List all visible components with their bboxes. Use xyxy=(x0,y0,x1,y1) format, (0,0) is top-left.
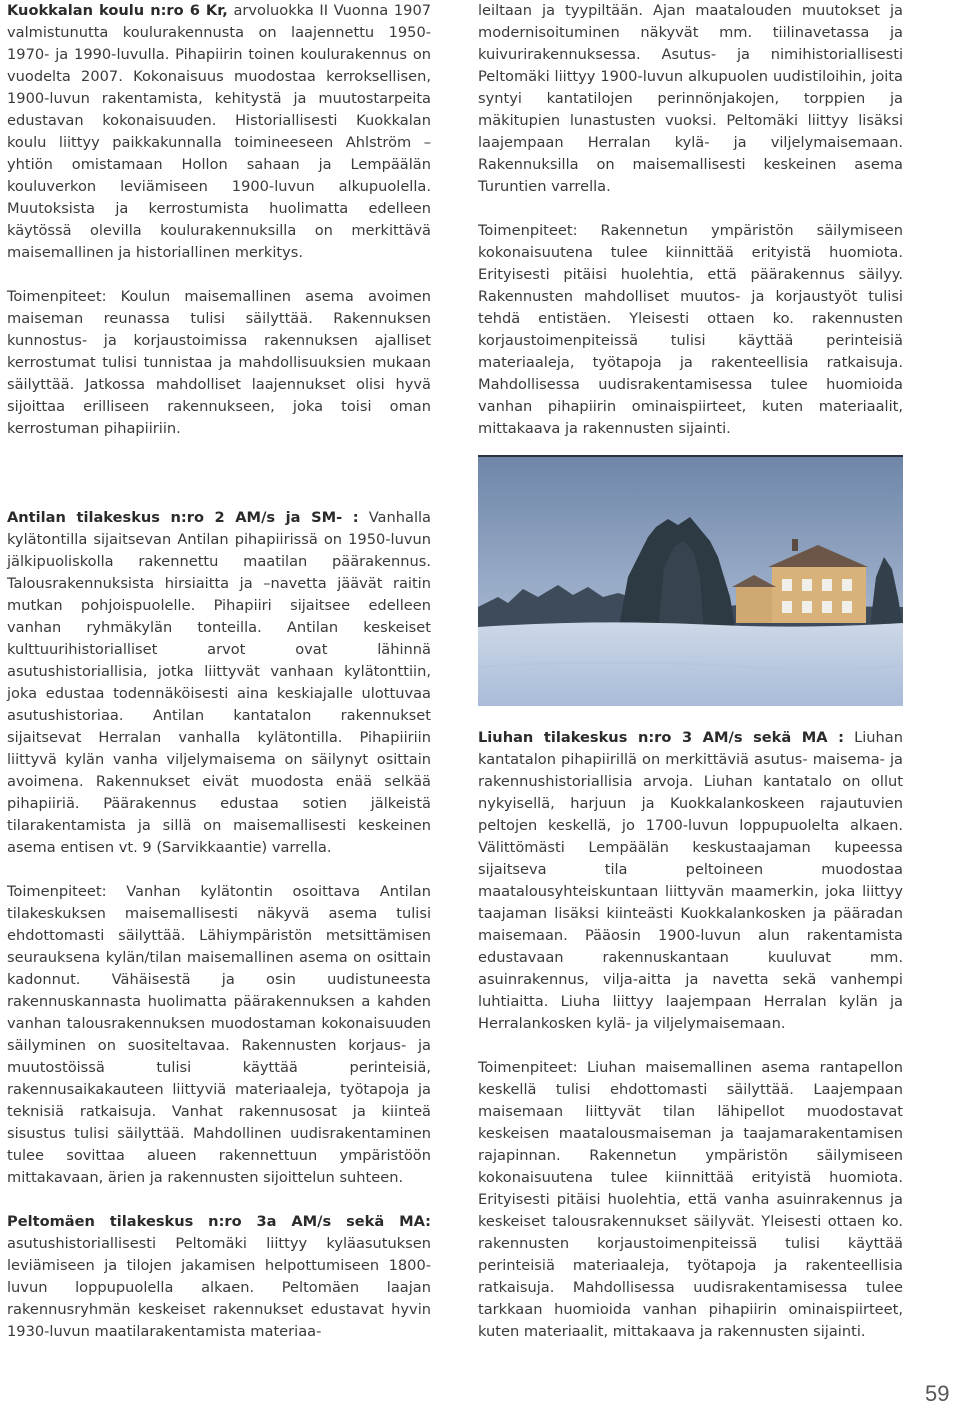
liuha-text: Liuhan kantatalon pihapiirillä on merkittäviä asutus- maisema- ja rakennushistoriallisia arvoja. Liuhan kantatalo on ollut nykyisellä, harjuun ja Kuokkalankoskeen rajautuvien peltojen keskellä, jo 1700-luvun loppupuolelta alkaen. Välittömästi Lempäälän keskustaajaman kupeessa sijaitseva tila peltoineen muodostaa maatalousyhteiskuntaan liittyvän maamerkin, joka liittyy taajaman lisäksi kiinteästi Kuokkalankosken ja pääradan maisemaan. Pääosin 1900-luvun alun rakentamista edustavaan rakennuskantaan kuuluvat mm. asuinrakennus, vilja-aitta ja navetta sekä vanhempi luhtiaitta. Liuha liittyy laajempaan Herralan kylän ja Herralankosken kylä- ja viljelymaisemaan. xyxy=(478,729,903,1032)
liuha-paragraph xyxy=(478,727,903,1035)
peltomaki-measures: Toimenpiteet: Rakennetun ympäristön säilymiseen kokonaisuutena tulee kiinnittää erityistä huomiota. Erityisesti pitäisi huolehtia, että päärakennus säilyy. Rakennusten mahdolliset muutos- ja korjaustyöt tulisi tehdä entistäen. Yleisesti ottaen ko. rakennusten korjaustoimenpiteissä tulisi käyttää perinteisiä materiaaleja, työtapoja ja rakenteellisia ratkaisuja. Mahdollisessa uudisrakentamisessa tulee huomioida vanhan pihapiirin ominaispiirteet, kuten materiaalit, mittakaava ja rakennusten sijainti. xyxy=(478,222,903,437)
peltomaki-paragraph xyxy=(7,1211,431,1343)
liuha-measures: Toimenpiteet: Liuhan maisemallinen asema rantapellon keskellä tulisi ehdottomasti säilyttää. Laajempaan maisemaan liittyvät tilan lähipellot muodostavat keskeisen maatalousmaiseman ja taajamarakentamisen rajapinnan. Rakennetun ympäristön säilymiseen kokonaisuutena tulee kiinnittää erityistä huomiota. Erityisesti pitäisi huolehtia, että vanha asuinrakennus ja keskeiset talousrakennukset säilyvät. Yleisesti ottaen ko. rakennusten korjaustoimenpiteissä tulisi käyttää perinteisiä materiaaleja, työtapoja ja rakenteellisia ratkaisuja. Mahdollisessa uudisrakentamisessa tulee tarkkaan huomioida vanhan pihapiirin ominaispiirteet, kuten materiaalit, mittakaava ja rakennusten sijainti. xyxy=(478,1059,903,1340)
liuha-section xyxy=(478,727,903,1343)
antila-peltomaki-section xyxy=(7,507,431,1343)
kuokkala-measures: Toimenpiteet: Koulun maisemallinen asema avoimen maiseman reunassa tulisi säilyttää. Rakennuksen kunnostus- ja korjaustoimissa rakennuksen ajalliset kerrostumat tulisi tunnistaa ja mahdollisuuksien mukaan säilyttää. Jatkossa mahdolliset laajennukset olisi hyvä sijoittaa erilliseen rakennukseen, joka toisi oman kerrostuman pihapiiriin. xyxy=(7,288,431,437)
peltomaki-heading: Peltomäen tilakeskus n:ro 3a AM/s sekä MA: xyxy=(7,1213,431,1230)
kuokkala-heading: Kuokkalan koulu n:ro 6 Kr, xyxy=(7,2,228,19)
winter-farmhouse-photo xyxy=(478,455,903,706)
peltomaki-continued-section xyxy=(478,0,903,440)
kuokkala-section xyxy=(7,0,431,440)
kuokkala-paragraph xyxy=(7,0,431,264)
peltomaki-continued-text: leiltaan ja tyypiltään. Ajan maatalouden muutokset ja modernisoituminen näkyvät mm. tiilinavetassa ja kuivurirakennuksessa. Asutus- ja nimihistoriallisesti Peltomäki liittyy 1900-luvun alkupuolen uudistiloihin, joita syntyi kantatilojen perinnönjakojen, torppien ja mäkitupien lunastusten vuoksi. Peltomäki liittyy lisäksi laajempaan Herralan kylä- ja viljelymaisemaan. Rakennuksilla on maisemallisesti keskeinen asema Turuntien varrella. xyxy=(478,2,903,195)
page-number: 59 xyxy=(925,1381,950,1406)
kuokkala-text: arvoluokka II Vuonna 1907 valmistunutta koulurakennusta on laajennettu 1950- 1970- ja 1990-luvulla. Pihapiirin toinen koulurakennus on vuodelta 2007. Kokonaisuus muodostaa kerroksellisen, 1900-luvun rakentamista, kehitystä ja muutostarpeita edustavan kokonaisuuden. Historiallisesti Kuokkalan koulu liittyy paikkakunnalla toimineeseen Ahlström –yhtiön omistamaan Hollon sahaan ja Lempäälän kouluverkon leviämiseen 1900-luvun alkupuolella. Muutoksista ja kerrostumista huolimatta edelleen käytössä olevilla koulurakennuksilla on merkittävä maisemallinen ja historiallinen merkitys. xyxy=(7,2,432,261)
liuha-heading: Liuhan tilakeskus n:ro 3 AM/s sekä MA : xyxy=(478,729,844,746)
antila-text: Vanhalla kylätontilla sijaitsevan Antilan pihapiirissä on 1950-luvun jälkipuoliskolla rakennettu maatilan päärakennus. Talousrakennuksista hirsiaitta ja –navetta jäävät raitin mutkan pohjoispuolelle. Pihapiiri sijaitsee edelleen vanhan ryhmäkylän tonteilla. Antilan keskeiset kulttuurihistorialliset arvot ovat lähinnä asutushistoriallisia, jotka liittyvät vanhaan kylätonttiin, joka edustaa todennäköisesti aina keskiajalle ulottuvaa asutushistoriaa. Antilan kantatalon rakennukset sijaitsevat Herralan vanhalla kylätontilla. Pihapiiriin liittyvä kylän vanha viljelymaisema on säilynyt osittain avoimena. Rakennukset eivät muodosta enää selkää pihapiiriä. Päärakennus edustaa sotien jälkeistä tilarakentamista ja sillä on maisemallisesti keskeinen asema entisen vt. 9 (Sarvikkaantie) varrella. xyxy=(7,509,431,856)
peltomaki-text: asutushistoriallisesti Peltomäki liittyy kyläasutuksen leviämiseen ja tilojen jakamisen helpottumiseen 1800-luvun loppupuolella alkaen. Peltomäen laajan rakennusryhmän keskeiset rakennukset edustavat hyvin 1930-luvun maatilarakentamista materiaa- xyxy=(7,1235,431,1340)
antila-measures: Toimenpiteet: Vanhan kylätontin osoittava Antilan tilakeskuksen maisemallisesti näkyvä asema tulisi ehdottomasti säilyttää. Lähiympäristön metsittämisen seurauksena kylän/tilan maisemallinen asema on osittain kadonnut. Vähäisestä ja osin uudistuneesta rakennuskannasta huolimatta päärakennuksen a kahden vanhan talousrakennuksen muodostaman kokonaisuuden säilyminen on suositeltavaa. Rakennusten korjaus- ja muutostöissä tulisi käyttää perinteisiä, rakennusaikakauteen liittyviä materiaaleja, työtapoja ja teknisiä ratkaisuja. Vanhat rakennusosat ja kiinteä sisustus tulisi säilyttää. Mahdollinen uudisrakentaminen tulee sovittaa alueen rakennettuun ympäristöön mittakavaan, ärien ja rakennusten sijoittelun suhteen. xyxy=(7,883,431,1186)
antila-paragraph xyxy=(7,507,431,859)
antila-heading: Antilan tilakeskus n:ro 2 AM/s ja SM- : xyxy=(7,509,359,526)
winter-landscape-image xyxy=(478,457,903,706)
